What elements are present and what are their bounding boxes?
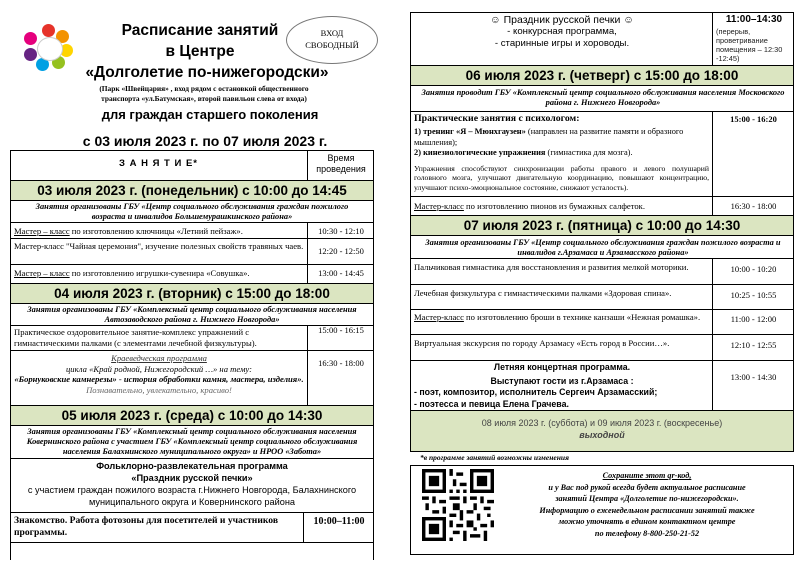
divider bbox=[10, 512, 374, 513]
period: с 03 июля 2023 г. по 07 июля 2023 г. bbox=[82, 133, 328, 149]
local-history-program bbox=[14, 353, 304, 395]
day-header-thursday: 06 июля 2023 г. (четверг) с 15:00 до 18:00 bbox=[411, 66, 793, 85]
item-time: 11:00–14:30 bbox=[725, 14, 783, 25]
logo-petal bbox=[24, 32, 37, 45]
item-lead: Мастер-класс bbox=[414, 312, 464, 322]
folk-program-desc: с участием граждан пожилого возраста г.Нижнего Новгорода, Балахнинского муниципального округа и Ковернинского района bbox=[27, 485, 357, 507]
session-line bbox=[414, 127, 709, 148]
weekend-dates: 08 июля 2023 г. (суббота) и 09 июля 2023 г. (воскресенье) bbox=[481, 418, 723, 428]
list-item bbox=[414, 201, 709, 212]
logo-center bbox=[37, 37, 63, 61]
item-time: 15:00 - 16:15 bbox=[318, 325, 364, 335]
program-line: «Борнуковские камнерезы» - история обработки камня, мастера, изделия». bbox=[14, 374, 304, 384]
performer: - поэтесса и певица Елена Грачева. bbox=[414, 398, 569, 409]
divider bbox=[410, 235, 794, 236]
item-time: 13:00 - 14:30 bbox=[730, 372, 777, 382]
weekend-label: выходной bbox=[579, 430, 625, 440]
item-time: 16:30 - 18:00 bbox=[318, 358, 364, 368]
festival-line: - конкурсная программа, bbox=[507, 26, 617, 37]
item-text: по изготовлению пионов из бумажных салфеток. bbox=[463, 201, 645, 211]
audience: для граждан старшего поколения bbox=[101, 107, 319, 122]
org-note-tuesday: Занятия организованы ГБУ «Комплексный центр социального обслуживания населения Автозаводского района г. Нижнего Новгорода» bbox=[27, 305, 357, 324]
day-header-wednesday: 05 июля 2023 г. (среда) с 10:00 до 14:30 bbox=[11, 406, 373, 425]
item-time: 10:00 - 10:20 bbox=[730, 264, 777, 274]
divider bbox=[410, 360, 794, 361]
divider bbox=[10, 264, 374, 265]
folk-program-title: Фольклорно-развлекательная программа bbox=[96, 461, 288, 471]
center-name: «Долголетие по-нижегородски» bbox=[85, 64, 329, 81]
day-header-friday: 07 июля 2023 г. (пятница) с 10:00 до 14:30 bbox=[411, 216, 793, 235]
org-note-wednesday: Занятия организованы ГБУ «Комплексный центр социального обслуживания населения Ковернинского района с участием ГБУ «Комплексный центр социального обслуживания населения Балахнинского муниципального округа» и НРОО «Забота» bbox=[26, 427, 358, 456]
list-item bbox=[14, 226, 304, 237]
org-note-thursday: Занятия проводит ГБУ «Комплексный центр социального обслуживания населения Московского района г. Нижнего Новгорода» bbox=[421, 88, 785, 107]
divider bbox=[410, 258, 794, 259]
org-note-friday: Занятия организованы ГБУ «Центр социального обслуживания граждан пожилого возраста и инвалидов г.Арзамаса и Арзамасского района» bbox=[425, 238, 781, 257]
qr-line: и у Вас под рукой всегда будет актуальное расписание bbox=[548, 482, 746, 492]
qr-line: Сохраните этот qr-код, bbox=[602, 471, 692, 480]
list-item bbox=[14, 268, 304, 279]
divider bbox=[410, 334, 794, 335]
item-lead: Мастер – класс bbox=[14, 268, 70, 278]
day-header-tuesday: 04 июля 2023 г. (вторник) с 15:00 до 18:00 bbox=[11, 284, 373, 303]
russian-stove-festival bbox=[414, 14, 710, 50]
item-text: по изготовлению игрушки-сувенира «Совушка». bbox=[69, 268, 250, 278]
concert-title: Летняя концертная программа. bbox=[493, 362, 631, 372]
folk-program-name: «Праздник русской печки» bbox=[131, 473, 253, 483]
folk-program bbox=[14, 460, 370, 508]
badge-line-1: ВХОД bbox=[320, 28, 344, 38]
divider bbox=[10, 303, 374, 304]
logo-petal bbox=[24, 48, 37, 61]
list-item: Виртуальная экскурсия по городу Арзамасу «Есть город в России…». bbox=[414, 338, 670, 348]
item-time: 15:00 - 16:20 bbox=[730, 114, 777, 124]
logo bbox=[20, 22, 78, 74]
session-desc: (направлен на развитие памяти и образного мышления); bbox=[414, 127, 684, 147]
item-lead: Мастер – класс bbox=[14, 226, 70, 236]
divider bbox=[10, 222, 374, 223]
list-item: Лечебная физкультура с гимнастическими палками «Здоровая спина». bbox=[414, 288, 672, 298]
divider bbox=[10, 542, 374, 543]
program-line: Познавательно, увлекательно, красиво! bbox=[86, 384, 232, 395]
item-time: 10:00–11:00 bbox=[313, 516, 365, 527]
festival-title: ☺ Праздник русской печки ☺ bbox=[489, 14, 635, 26]
divider bbox=[410, 85, 794, 86]
program-head: Краеведческая программа bbox=[111, 353, 207, 363]
sessions-head: Практические занятия с психологом: bbox=[414, 113, 580, 124]
session-name: 1) тренинг «Я – Мюнхгаузен» bbox=[414, 127, 526, 136]
festival-line: - старинные игры и хороводы. bbox=[494, 38, 630, 49]
qr-line: занятий Центра «Долголетие по-нижегородски». bbox=[555, 494, 739, 504]
logo-petal bbox=[42, 24, 55, 37]
divider bbox=[10, 350, 374, 351]
col-header-time: Время проведения bbox=[316, 153, 366, 174]
item-time: 13:00 - 14:45 bbox=[318, 268, 364, 278]
divider bbox=[410, 284, 794, 285]
item-time: 16:30 - 18:00 bbox=[730, 201, 777, 211]
divider bbox=[10, 200, 374, 201]
address: (Парк «Швейцария» , вход рядом с остановкой общественного транспорта «ул.Батумская», второй павильон слева от входа) bbox=[99, 84, 309, 103]
badge-line-2: СВОБОДНЫЙ bbox=[305, 40, 359, 50]
item-time: 11:00 - 12:00 bbox=[730, 314, 777, 324]
concert-sub: Выступают гости из г.Арзамаса : bbox=[490, 375, 634, 386]
item-time: 12:20 - 12:50 bbox=[318, 246, 364, 256]
divider bbox=[10, 238, 374, 239]
page-subtitle: в Центре bbox=[165, 43, 235, 60]
org-note-monday: Занятия организованы ГБУ «Центр социального обслуживания граждан пожилого возраста и инвалидов Большемурашкинского района» bbox=[35, 202, 349, 221]
col-divider bbox=[712, 12, 713, 65]
qr-info-text bbox=[505, 470, 789, 540]
weekend-row bbox=[411, 411, 793, 451]
session-line bbox=[414, 148, 709, 159]
sessions-desc: Упражнения способствуют синхронизации работы правого и левого полушарий головного мозга, улучшают двигательную координацию, повышают концентрацию, улучшают психо-эмоциональное состояние, снижают усталость). bbox=[414, 163, 709, 192]
qr-line: Информацию о еженедельном расписании занятий также bbox=[539, 505, 755, 515]
list-item: Знакомство. Работа фотозоны для посетителей и участников программы. bbox=[14, 515, 279, 538]
session-name: 2) кинезиологические упражнения bbox=[414, 148, 546, 157]
item-time: 10:30 - 12:10 bbox=[318, 226, 364, 236]
list-item: Практическое оздоровительное занятие-комплекс упражнений с гимнастическими палками (с элементами лечебной физкультуры). bbox=[14, 327, 257, 348]
qr-line: по телефону 8-800-250-21-52 bbox=[594, 528, 700, 538]
list-item bbox=[414, 312, 709, 323]
session-desc: (гимнастика для мозга). bbox=[545, 148, 633, 157]
divider bbox=[10, 458, 374, 459]
item-text: по изготовлению броши в технике канзаши «Нежная ромашка». bbox=[463, 312, 701, 322]
item-time: 12:10 - 12:55 bbox=[730, 340, 777, 350]
concert-program bbox=[414, 362, 710, 410]
qr-code-icon bbox=[422, 469, 494, 541]
performer: - поэт, композитор, исполнитель Сергеич Арзамасский; bbox=[414, 387, 658, 397]
divider bbox=[410, 111, 794, 112]
item-text: по изготовлению ключницы «Летний пейзаж». bbox=[69, 226, 243, 236]
divider bbox=[410, 309, 794, 310]
col-header-activity: З А Н Я Т И Е* bbox=[118, 158, 198, 169]
free-entry-badge bbox=[286, 16, 378, 64]
divider bbox=[410, 196, 794, 197]
list-item: Пальчиковая гимнастика для восстановления и развития мелкой моторики. bbox=[414, 262, 689, 272]
break-note: (перерыв, проветривание помещения – 12:30 -12:45) bbox=[716, 27, 783, 63]
qr-line: можно уточнять в едином контактном центре bbox=[558, 517, 736, 527]
list-item: Мастер-класс "Чайная церемония", изучение полезных свойств травяных чаев. bbox=[14, 241, 304, 251]
footnote: *в программе занятий возможны изменения bbox=[420, 453, 569, 462]
page-title: Расписание занятий bbox=[121, 22, 279, 39]
psychologist-sessions bbox=[414, 113, 709, 192]
item-lead: Мастер-класс bbox=[414, 201, 464, 211]
divider bbox=[10, 425, 374, 426]
item-time: 10:25 - 10:55 bbox=[730, 290, 777, 300]
program-line: цикла «Край родной, Нижегородский …» на тему: bbox=[65, 363, 252, 374]
day-header-monday: 03 июля 2023 г. (понедельник) с 10:00 до 14:45 bbox=[11, 181, 373, 200]
